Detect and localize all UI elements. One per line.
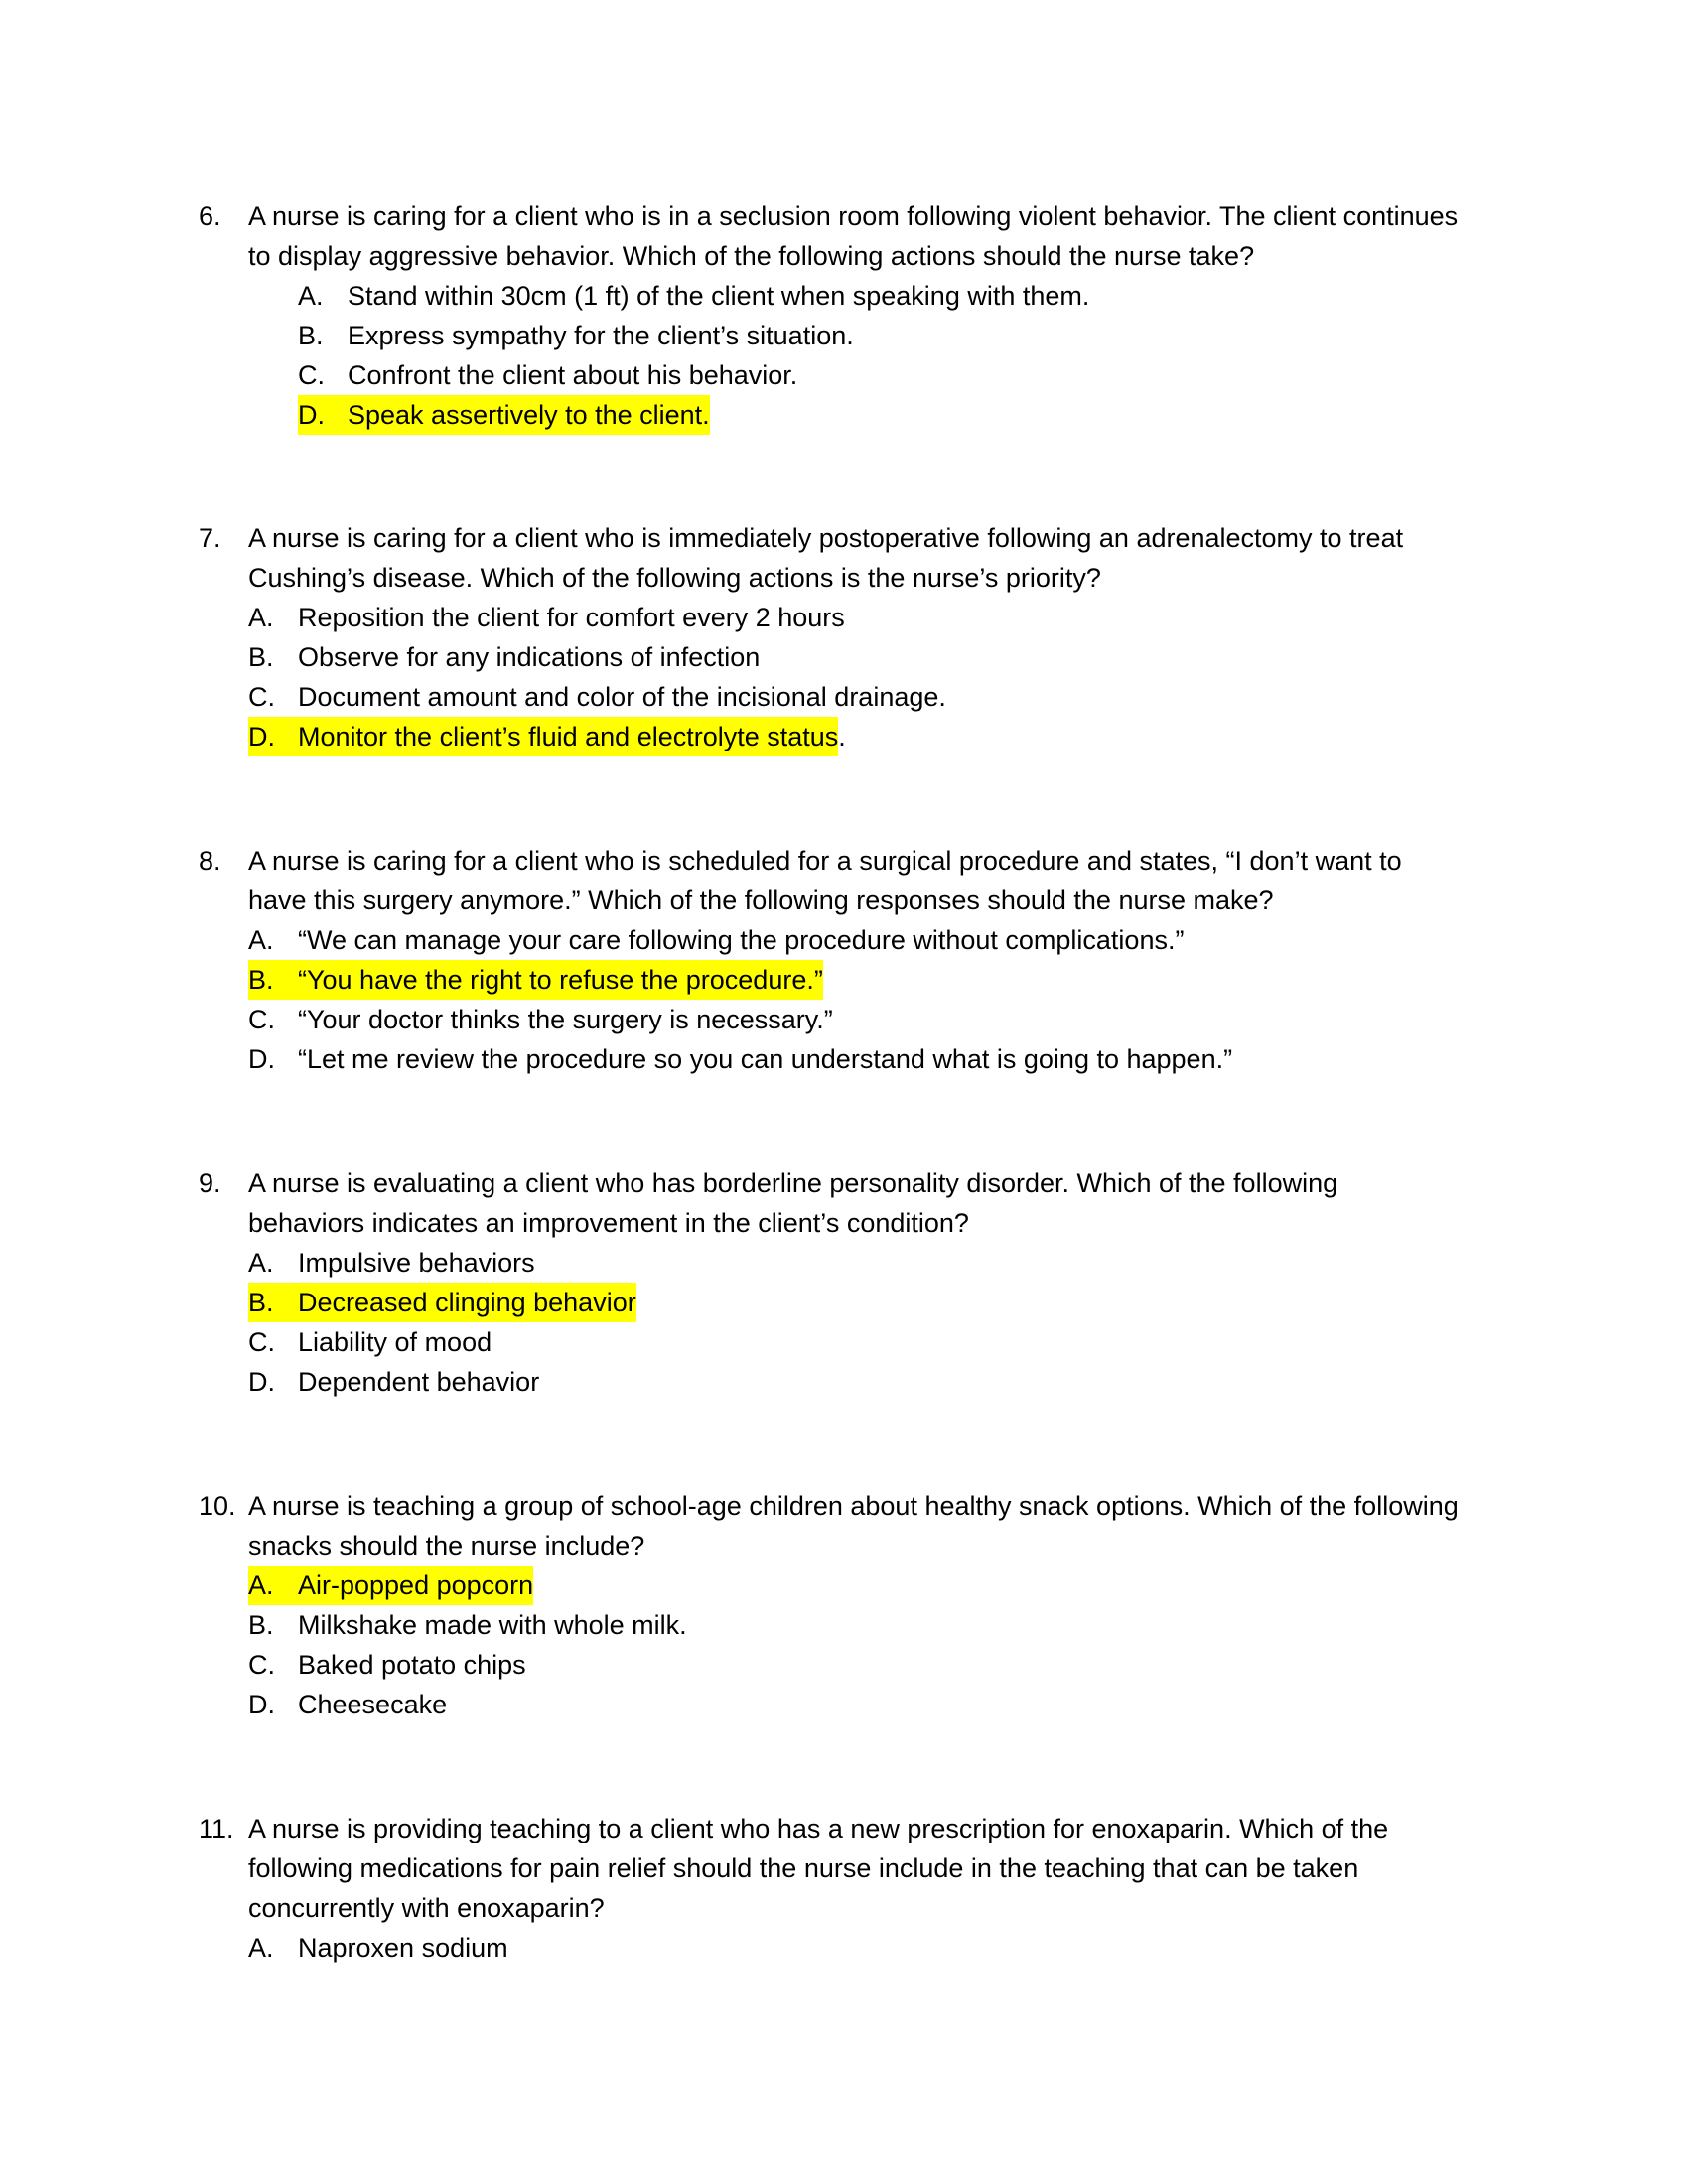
question-text: A nurse is teaching a group of school-age children about healthy snack options. Which of the following snacks should the nurse include? <box>248 1491 1459 1561</box>
option-highlight-wrap <box>248 1645 526 1685</box>
answer-options <box>199 276 1460 435</box>
option-letter: C. <box>248 1005 275 1034</box>
answer-option-d <box>248 1685 1460 1724</box>
option-letter: A. <box>248 1570 274 1600</box>
option-trailing-period: . <box>838 722 846 751</box>
answer-option-a <box>298 276 1460 316</box>
question-text: A nurse is providing teaching to a client who has a new prescription for enoxaparin. Which of the following medications for pain relief should the nurse include in the teaching that can be taken concurrently with enoxaparin? <box>248 1814 1389 1923</box>
highlighted-answer <box>248 717 838 756</box>
question-number: 7. <box>199 523 221 553</box>
option-text: Stand within 30cm (1 ft) of the client when speaking with them. <box>348 281 1090 311</box>
option-letter: B. <box>248 1288 274 1317</box>
option-text: Baked potato chips <box>298 1650 526 1680</box>
question-stem <box>199 197 1460 276</box>
question-6 <box>199 197 1460 435</box>
option-text: Milkshake made with whole milk. <box>298 1610 687 1640</box>
option-text: Speak assertively to the client. <box>348 400 710 430</box>
option-letter: A. <box>248 1933 274 1963</box>
option-letter: A. <box>248 925 274 955</box>
answer-option-b <box>248 960 1460 1000</box>
option-text: Impulsive behaviors <box>298 1248 535 1278</box>
option-letter: C. <box>248 682 275 712</box>
option-text: Air-popped popcorn <box>298 1570 534 1600</box>
answer-option-a <box>248 1566 1460 1605</box>
option-text: Document amount and color of the incisional drainage. <box>298 682 946 712</box>
option-text: Confront the client about his behavior. <box>348 360 798 390</box>
option-text: “Let me review the procedure so you can understand what is going to happen.” <box>298 1044 1233 1074</box>
question-stem <box>199 1486 1460 1566</box>
option-text: Naproxen sodium <box>298 1933 508 1963</box>
answer-options <box>199 920 1460 1079</box>
answer-options <box>199 598 1460 756</box>
answer-option-a <box>248 1243 1460 1283</box>
option-highlight-wrap <box>298 276 1089 316</box>
option-letter: B. <box>248 642 274 672</box>
highlighted-answer <box>248 1283 636 1322</box>
answer-option-d <box>248 717 1460 756</box>
option-text: Observe for any indications of infection <box>298 642 761 672</box>
highlighted-answer <box>248 1566 533 1605</box>
option-highlight-wrap <box>248 1322 492 1362</box>
answer-option-b <box>248 1283 1460 1322</box>
option-highlight-wrap <box>248 1000 833 1039</box>
answer-option-d <box>248 1039 1460 1079</box>
option-letter: A. <box>248 603 274 632</box>
option-letter: D. <box>248 1690 275 1719</box>
question-text: A nurse is evaluating a client who has borderline personality disorder. Which of the following behaviors indicates an improvement in the client’s condition? <box>248 1168 1338 1238</box>
answer-option-d <box>298 395 1460 435</box>
question-9 <box>199 1163 1460 1402</box>
question-stem <box>199 841 1460 920</box>
option-highlight-wrap <box>248 598 845 637</box>
highlighted-answer <box>298 395 710 435</box>
option-letter: C. <box>248 1327 275 1357</box>
option-letter: A. <box>248 1248 274 1278</box>
option-text: Cheesecake <box>298 1690 448 1719</box>
answer-option-c <box>248 1000 1460 1039</box>
question-number: 11. <box>199 1814 234 1843</box>
question-stem <box>199 1163 1460 1243</box>
option-letter: B. <box>248 1610 274 1640</box>
option-letter: D. <box>248 1367 275 1397</box>
answer-option-a <box>248 1928 1460 1968</box>
option-highlight-wrap <box>298 316 854 355</box>
option-text: Dependent behavior <box>298 1367 540 1397</box>
option-letter: D. <box>298 400 325 430</box>
answer-option-a <box>248 920 1460 960</box>
option-highlight-wrap <box>248 677 946 717</box>
option-text: Liability of mood <box>298 1327 492 1357</box>
question-8 <box>199 841 1460 1079</box>
option-text: Decreased clinging behavior <box>298 1288 636 1317</box>
answer-option-c <box>248 1322 1460 1362</box>
question-text: A nurse is caring for a client who is in a seclusion room following violent behavior. The client continues to display aggressive behavior. Which of the following actions should the nurse take? <box>248 202 1459 271</box>
option-letter: B. <box>248 965 274 995</box>
question-number: 8. <box>199 846 221 876</box>
option-text: Monitor the client’s fluid and electrolyte status <box>298 722 839 751</box>
option-highlight-wrap <box>248 920 1184 960</box>
answer-option-d <box>248 1362 1460 1402</box>
question-10 <box>199 1486 1460 1724</box>
option-highlight-wrap <box>248 1928 508 1968</box>
question-text: A nurse is caring for a client who is immediately postoperative following an adrenalectomy to treat Cushing’s disease. Which of the following actions is the nurse’s priority? <box>248 523 1404 593</box>
option-highlight-wrap <box>248 1605 687 1645</box>
question-number: 6. <box>199 202 221 231</box>
answer-option-b <box>248 637 1460 677</box>
answer-option-a <box>248 598 1460 637</box>
option-text: “Your doctor thinks the surgery is necessary.” <box>298 1005 833 1034</box>
option-highlight-wrap <box>248 1685 447 1724</box>
option-highlight-wrap <box>248 1362 539 1402</box>
option-letter: A. <box>298 281 324 311</box>
option-letter: C. <box>248 1650 275 1680</box>
question-7 <box>199 518 1460 756</box>
option-letter: D. <box>248 722 275 751</box>
option-text: Reposition the client for comfort every 2 hours <box>298 603 845 632</box>
option-highlight-wrap <box>248 637 760 677</box>
highlighted-answer <box>248 960 823 1000</box>
question-number: 10. <box>199 1491 236 1521</box>
answer-options <box>199 1566 1460 1724</box>
answer-option-b <box>248 1605 1460 1645</box>
question-number: 9. <box>199 1168 221 1198</box>
option-highlight-wrap <box>248 1243 535 1283</box>
option-highlight-wrap <box>248 1039 1232 1079</box>
option-text: “We can manage your care following the procedure without complications.” <box>298 925 1185 955</box>
answer-option-c <box>248 1645 1460 1685</box>
option-text: “You have the right to refuse the procedure.” <box>298 965 823 995</box>
question-stem <box>199 518 1460 598</box>
answer-options <box>199 1928 1460 1968</box>
option-text: Express sympathy for the client’s situation. <box>348 321 854 350</box>
answer-option-c <box>298 355 1460 395</box>
question-stem <box>199 1809 1460 1928</box>
question-text: A nurse is caring for a client who is scheduled for a surgical procedure and states, “I don’t want to have this surgery anymore.” Which of the following responses should the nurse make? <box>248 846 1402 915</box>
option-letter: C. <box>298 360 325 390</box>
answer-option-c <box>248 677 1460 717</box>
option-letter: D. <box>248 1044 275 1074</box>
option-highlight-wrap <box>298 355 797 395</box>
question-11 <box>199 1809 1460 1968</box>
answer-option-b <box>298 316 1460 355</box>
option-letter: B. <box>298 321 324 350</box>
answer-options <box>199 1243 1460 1402</box>
